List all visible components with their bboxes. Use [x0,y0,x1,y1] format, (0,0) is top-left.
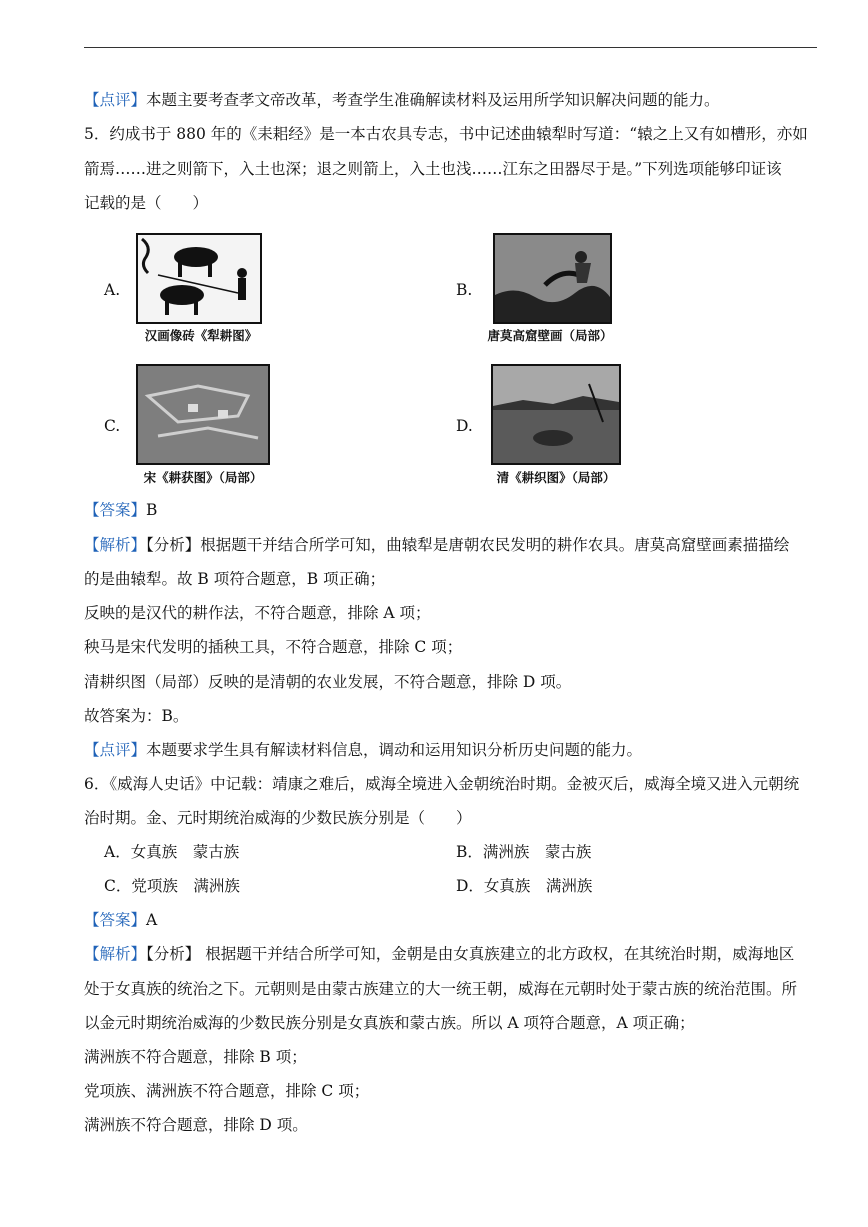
q6-option-c: C．党项族 满洲族 [104,877,240,895]
q6-option-d: D．女真族 满洲族 [456,877,593,895]
q5-stem-line: 箭焉……进之则箭下，入土也深；退之则箭上，入土也浅……江东之田器尽于是。”下列选项能够印证该 [84,160,782,178]
analysis-tag: 【解析】 [84,945,147,963]
q6-answer: 【答案】A [84,911,158,929]
q6-option-b: B．满洲族 蒙古族 [456,843,592,861]
q6-option-a: A．女真族 蒙古族 [104,843,240,861]
q5-option-a-letter: A. [104,281,121,299]
q6-analysis-line: 满洲族不符合题意，排除 B 项； [84,1048,307,1066]
q6-stem-line: 治时期。金、元时期统治威海的少数民族分别是（ ） [84,809,472,827]
option-b-image [493,233,612,324]
analysis-tag: 【解析】 [84,536,147,554]
q5-analysis-line: 秧马是宋代发明的插秧工具，不符合题意，排除 C 项； [84,638,463,656]
header-rule [84,47,817,48]
q5-stem-line: 记载的是（ ） [84,194,209,212]
q6-analysis-line: 处于女真族的统治之下。元朝则是由蒙古族建立的大一统王朝，威海在元朝时处于蒙古族的统治范围。所 [84,980,798,998]
q5-option-c-letter: C. [104,417,121,435]
option-d-image [491,364,621,465]
q6-analysis-line: 【解析】【分析】 根据题干并结合所学可知，金朝是由女真族建立的北方政权，在其统治时期，威海地区 [84,945,795,963]
option-a-caption: 汉画像砖《犁耕图》 [144,328,258,343]
q5-stem-line: 5．约成书于 880 年的《耒耜经》是一本古农具专志，书中记述曲辕犁时写道：“辕之上又有如槽形，亦如 [84,125,808,143]
q5-analysis-line: 【解析】【分析】根据题干并结合所学可知，曲辕犁是唐朝农民发明的耕作农具。唐莫高窟壁画素描描绘 [84,536,790,554]
q6-analysis-line: 党项族、满洲族不符合题意，排除 C 项； [84,1082,370,1100]
answer-tag: 【答案】 [84,501,147,519]
q5-analysis-line: 的是曲辕犁。故 B 项符合题意，B 项正确； [84,570,386,588]
option-c-caption: 宋《耕获图》（局部） [143,470,263,485]
answer-tag: 【答案】 [84,911,147,929]
q5-analysis-line: 反映的是汉代的耕作法，不符合题意，排除 A 项； [84,604,431,622]
option-b-caption: 唐莫高窟壁画（局部） [487,328,613,343]
comment-tag: 【点评】 [84,91,147,109]
option-c-image [136,364,270,465]
q6-analysis-line: 满洲族不符合题意，排除 D 项。 [84,1116,308,1134]
q5-answer: 【答案】B [84,501,158,519]
q6-stem-line: 6．《威海人史话》中记载：靖康之难后，威海全境进入金朝统治时期。金被灭后，威海全境又进入元朝统 [84,775,800,793]
option-a-image [136,233,262,324]
option-d-caption: 清《耕织图》（局部） [496,470,616,485]
q5-option-b-letter: B. [456,281,473,299]
q5-comment: 【点评】本题要求学生具有解读材料信息，调动和运用知识分析历史问题的能力。 [84,741,643,759]
q5-option-d-letter: D. [456,417,473,435]
comment-tag: 【点评】 [84,741,147,759]
q6-analysis-line: 以金元时期统治威海的少数民族分别是女真族和蒙古族。所以 A 项符合题意，A 项正确； [84,1014,695,1032]
q5-analysis-line: 故答案为：B。 [84,707,189,725]
q4-comment: 【点评】本题主要考查孝文帝改革，考查学生准确解读材料及运用所学知识解决问题的能力。 [84,91,720,109]
q5-analysis-line: 清耕织图（局部）反映的是清朝的农业发展，不符合题意，排除 D 项。 [84,673,572,691]
